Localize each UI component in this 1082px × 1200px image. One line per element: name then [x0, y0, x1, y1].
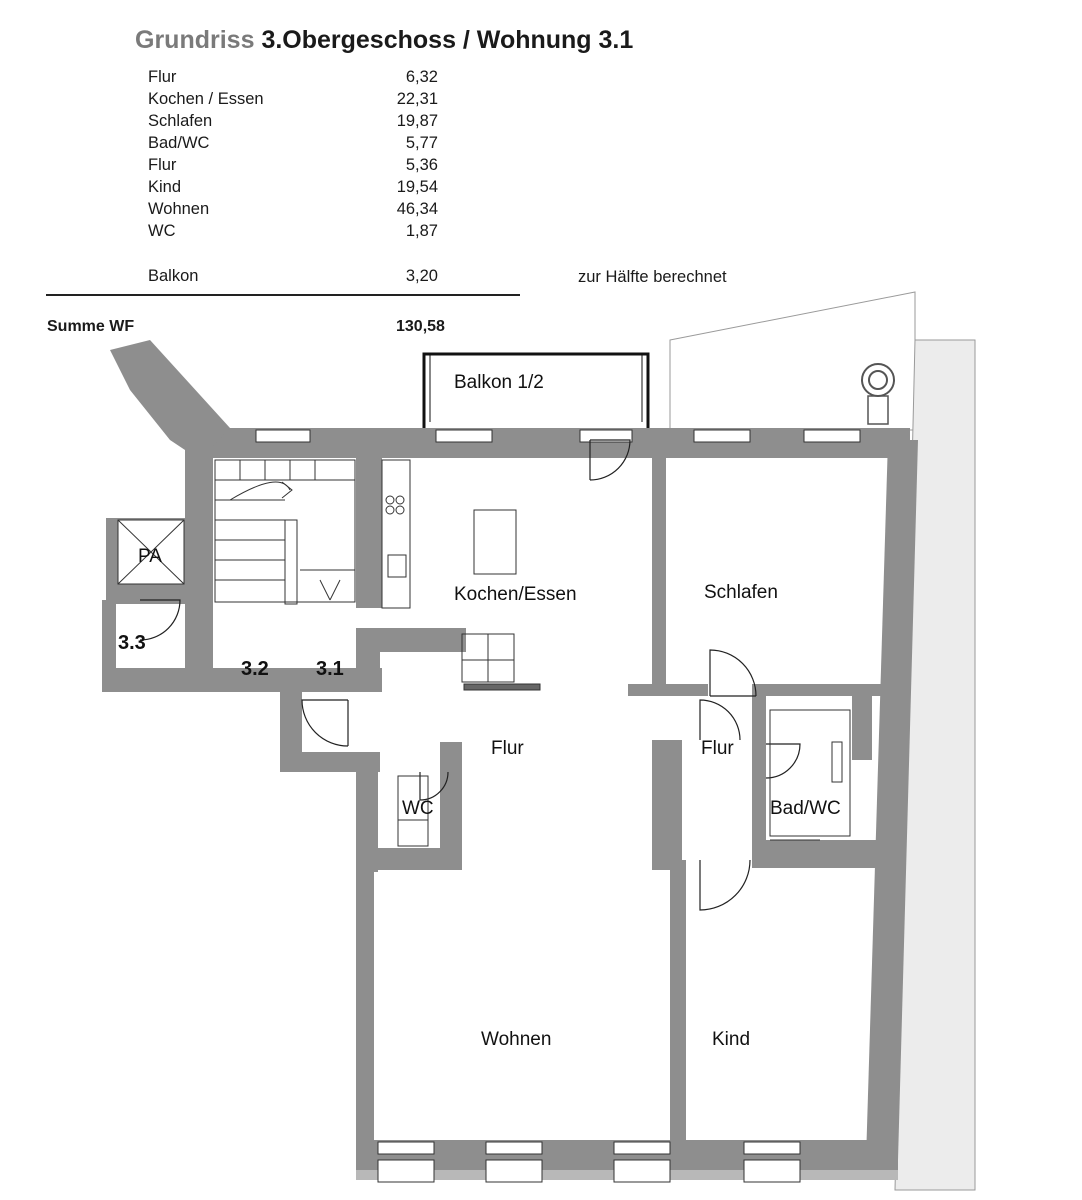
room-label-wc: WC [402, 798, 434, 819]
unit-number: 3.3 [118, 632, 146, 654]
room-label-kind: Kind [712, 1029, 751, 1050]
room-label-flur: Flur [491, 738, 524, 759]
title-main: 3.Obergeschoss / Wohnung 3.1 [261, 26, 634, 54]
room-label-bad: Bad/WC [770, 798, 841, 819]
area-name: Wohnen [148, 200, 210, 218]
area-name: Flur [148, 156, 177, 174]
area-name: Kind [148, 178, 182, 196]
area-value: 19,54 [396, 178, 438, 196]
area-name: Flur [148, 68, 177, 86]
area-value: 19,87 [396, 112, 438, 130]
staircase [215, 460, 355, 604]
balkon-note: zur Hälfte berechnet [578, 268, 727, 286]
room-label-schlafen: Schlafen [704, 582, 778, 603]
elevator [106, 518, 196, 604]
sum-label: Summe WF [47, 318, 135, 335]
area-value: 5,77 [405, 134, 438, 152]
room-label-wohnen: Wohnen [481, 1029, 552, 1050]
area-name: Bad/WC [148, 134, 210, 152]
room-label-balkon: Balkon 1/2 [454, 372, 544, 393]
room-label-kochen: Kochen/Essen [454, 584, 577, 605]
area-value: 1,87 [405, 222, 438, 240]
area-value: 46,34 [396, 200, 438, 218]
room-label-flur: Flur [701, 738, 734, 759]
area-value: 3,20 [405, 267, 438, 285]
area-value: 22,31 [396, 90, 438, 108]
unit-number: 3.2 [241, 658, 269, 680]
area-name: WC [148, 222, 176, 240]
area-name: Balkon [148, 267, 199, 285]
area-name: Kochen / Essen [148, 90, 264, 108]
sum-value: 130,58 [396, 318, 445, 335]
area-name: Schlafen [148, 112, 213, 130]
elevator-label: PA [138, 546, 162, 567]
title-prefix: Grundriss [135, 26, 255, 54]
unit-number: 3.1 [316, 658, 344, 680]
area-value: 5,36 [405, 156, 438, 174]
area-value: 6,32 [405, 68, 438, 86]
